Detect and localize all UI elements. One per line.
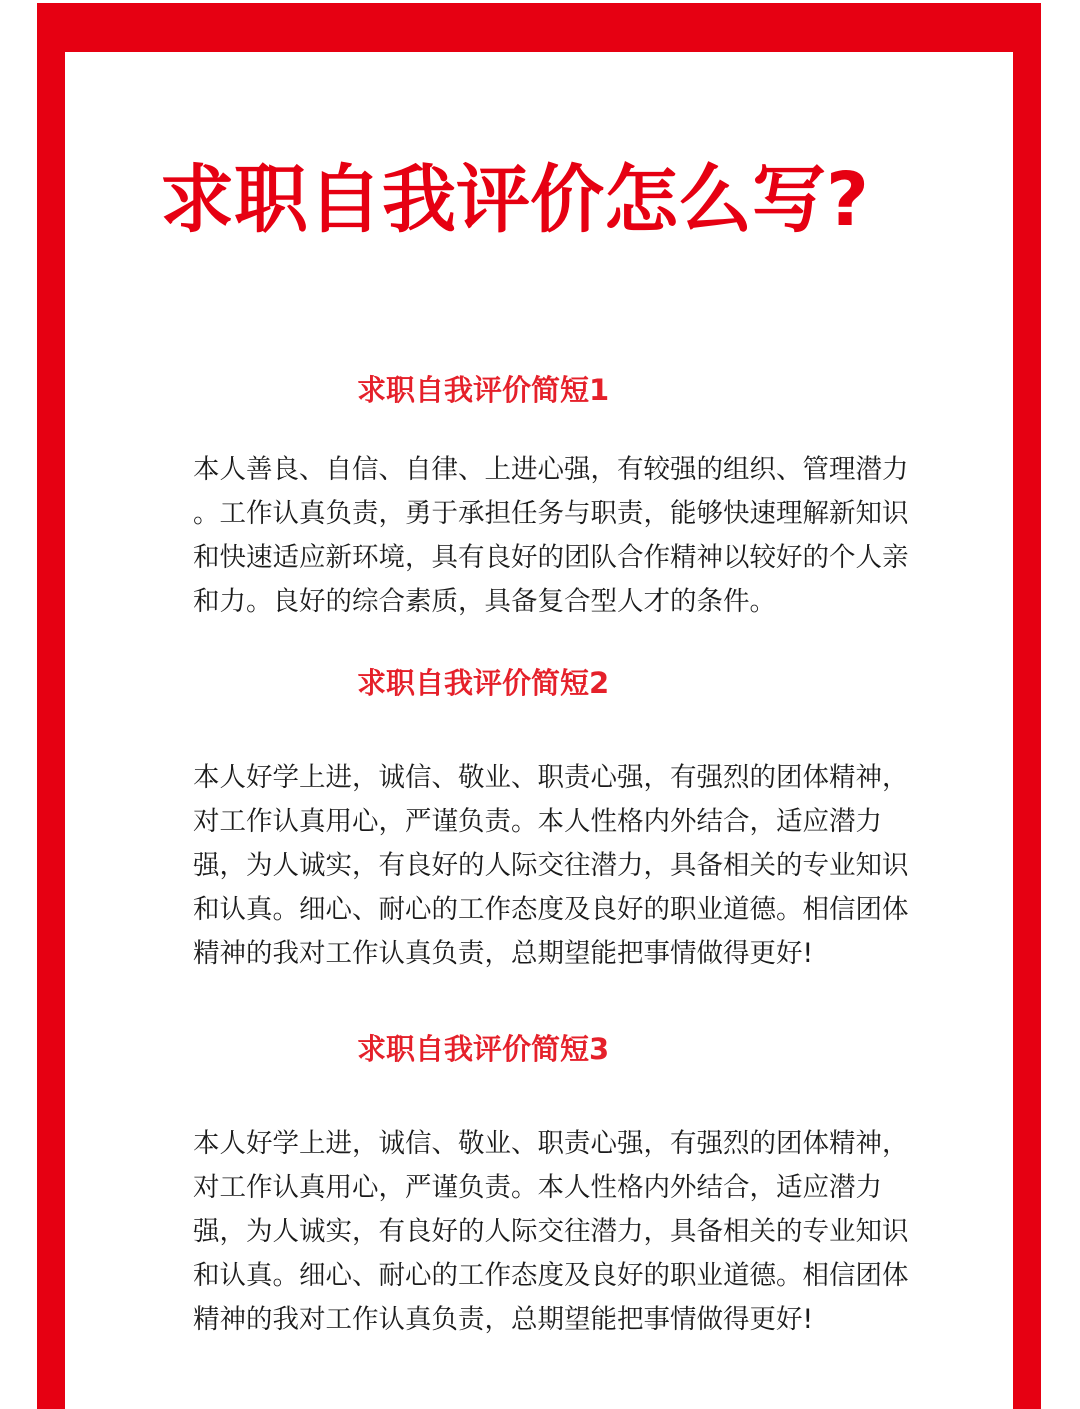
- paragraph-line: 和快速适应新环境，具有良好的团队合作精神以较好的个人亲: [193, 542, 909, 573]
- section-2-heading: 求职自我评价简短2: [357, 666, 610, 700]
- page-title: 求职自我评价怎么写?: [160, 157, 869, 243]
- paragraph-line: 和认真。细心、耐心的工作态度及良好的职业道德。相信团体: [193, 1260, 909, 1291]
- paragraph-line: 和力。良好的综合素质，具备复合型人才的条件。: [193, 586, 776, 617]
- section-1-heading: 求职自我评价简短1: [357, 373, 610, 407]
- section-1-paragraph: [193, 448, 993, 624]
- paragraph-line: 本人好学上进，诚信、敬业、职责心强，有强烈的团体精神，: [193, 1128, 909, 1159]
- section-3-heading: 求职自我评价简短3: [357, 1032, 610, 1066]
- paragraph-line: 精神的我对工作认真负责，总期望能把事情做得更好!: [193, 938, 814, 969]
- section-3-paragraph: [193, 1122, 993, 1342]
- paragraph-line: 强，为人诚实，有良好的人际交往潜力，具备相关的专业知识: [193, 850, 909, 881]
- paragraph-line: 和认真。细心、耐心的工作态度及良好的职业道德。相信团体: [193, 894, 909, 925]
- paragraph-line: 本人善良、自信、自律、上进心强，有较强的组织、管理潜力: [193, 454, 909, 485]
- section-2-paragraph: [193, 756, 993, 976]
- paragraph-line: 本人好学上进，诚信、敬业、职责心强，有强烈的团体精神，: [193, 762, 909, 793]
- paragraph-line: 精神的我对工作认真负责，总期望能把事情做得更好!: [193, 1304, 814, 1335]
- paragraph-line: 对工作认真用心，严谨负责。本人性格内外结合，适应潜力: [193, 1172, 882, 1203]
- paragraph-line: 对工作认真用心，严谨负责。本人性格内外结合，适应潜力: [193, 806, 882, 837]
- paragraph-line: 。工作认真负责，勇于承担任务与职责，能够快速理解新知识: [193, 498, 909, 529]
- paragraph-line: 强，为人诚实，有良好的人际交往潜力，具备相关的专业知识: [193, 1216, 909, 1247]
